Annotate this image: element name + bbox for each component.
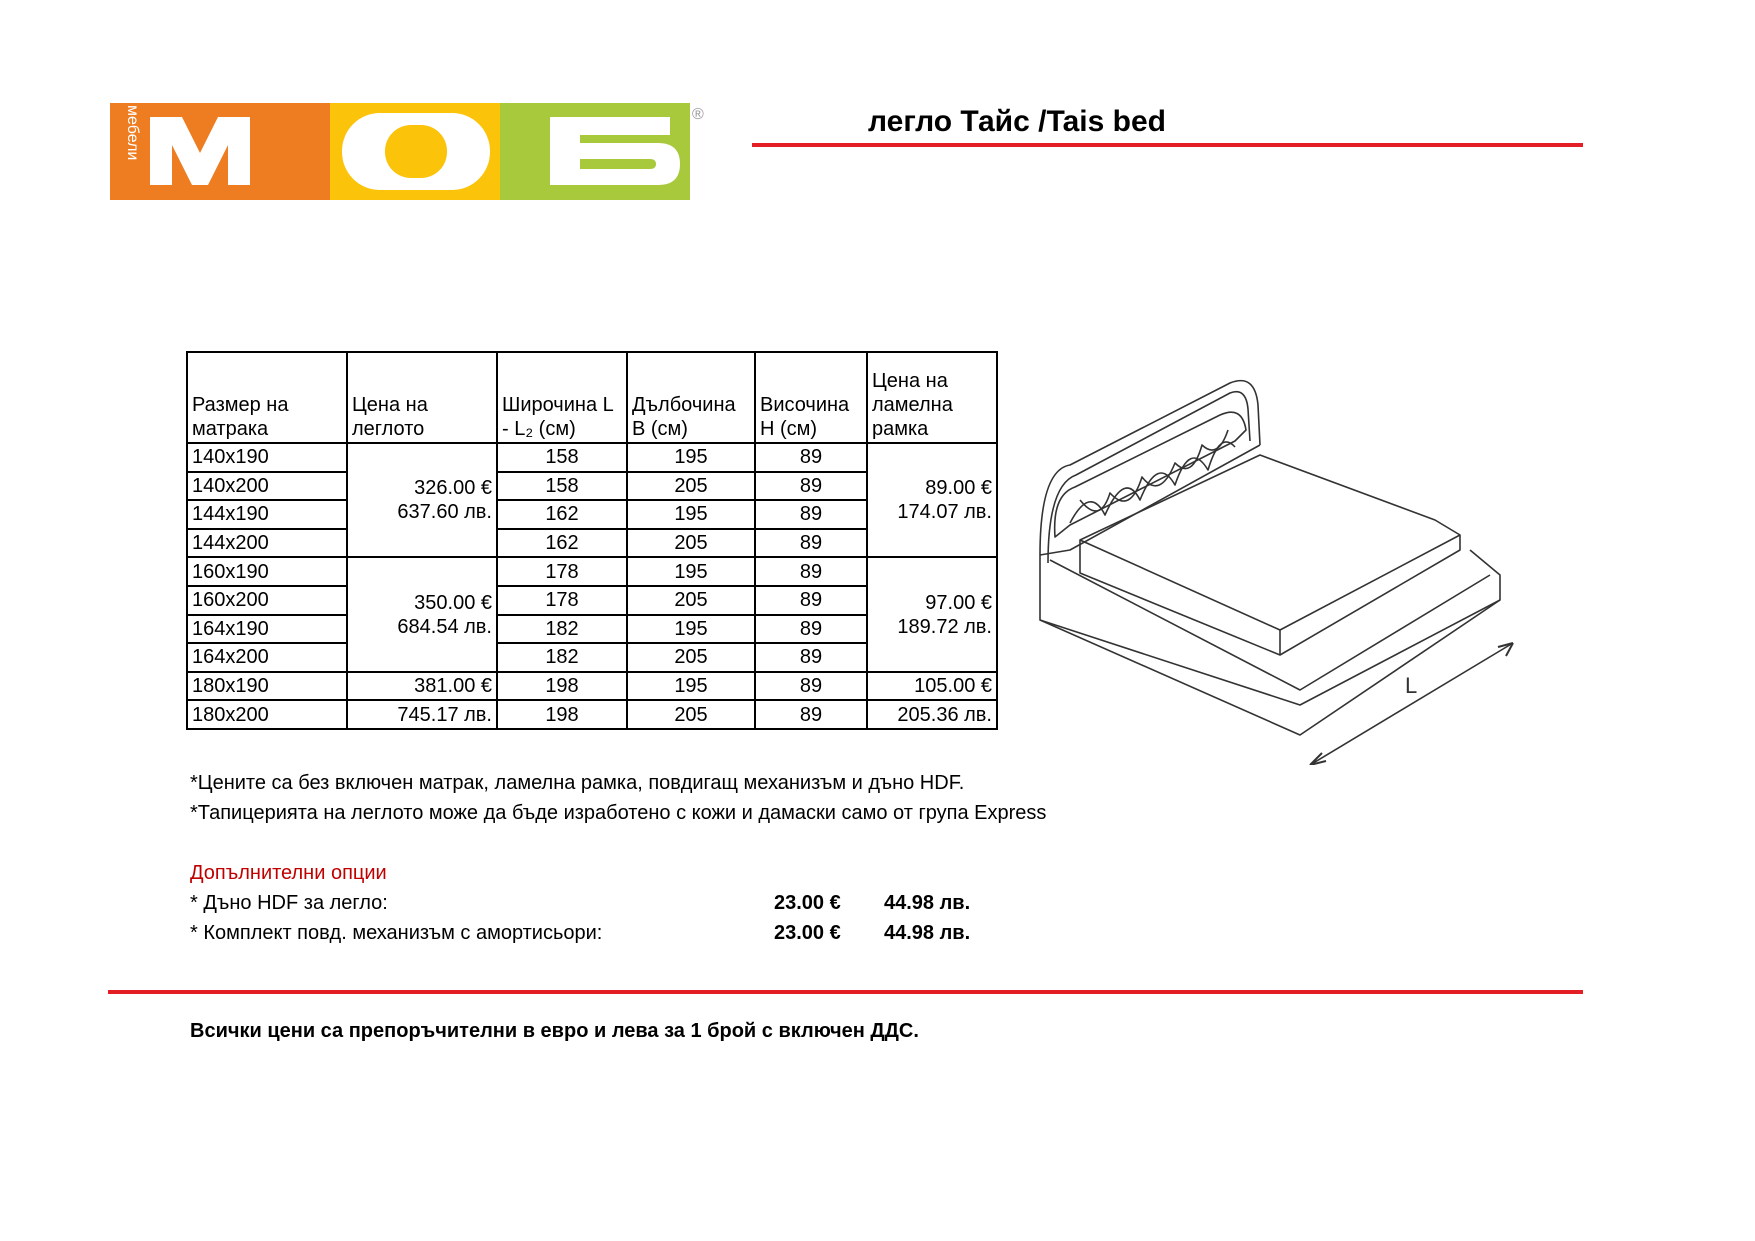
bed-price-group-3-bgn: 745.17 лв. [347, 700, 497, 729]
cell-width: 162 [497, 500, 627, 529]
cell-height: 89 [755, 557, 867, 586]
cell-width: 182 [497, 643, 627, 672]
dimension-label-l: L [1405, 673, 1418, 698]
cell-width: 178 [497, 586, 627, 615]
cell-height: 89 [755, 529, 867, 558]
header-frame: Цена на ламелна рамка [867, 352, 997, 443]
cell-width: 162 [497, 529, 627, 558]
note-1: *Цените са без включен матрак, ламелна рамка, повдигащ механизъм и дъно HDF. [190, 772, 965, 794]
cell-height: 89 [755, 586, 867, 615]
option-label: * Комплект повд. механизъм с амортисьори: [190, 922, 603, 944]
header-size: Размер на матрака [187, 352, 347, 443]
cell-height: 89 [755, 643, 867, 672]
page-title: легло Тайс /Tais bed [868, 105, 1166, 138]
cell-height: 89 [755, 615, 867, 644]
footer-divider [108, 990, 1583, 994]
cell-size: 180x200 [187, 700, 347, 729]
logo-side-text: мебели [124, 105, 141, 161]
cell-size: 180x190 [187, 672, 347, 701]
registered-mark: ® [692, 106, 704, 123]
table-row [187, 672, 997, 701]
cell-size: 144x200 [187, 529, 347, 558]
price-table [186, 351, 998, 730]
cell-depth: 205 [627, 529, 755, 558]
cell-size: 140x200 [187, 472, 347, 501]
options-title: Допълнителни опции [190, 862, 387, 884]
cell-height: 89 [755, 700, 867, 729]
frame-price-group-1: 89.00 € 174.07 лв. [867, 443, 997, 557]
cell-width: 182 [497, 615, 627, 644]
cell-depth: 195 [627, 500, 755, 529]
cell-depth: 195 [627, 615, 755, 644]
mob-logo [110, 103, 690, 200]
cell-height: 89 [755, 672, 867, 701]
option-price-eur: 23.00 € [774, 922, 841, 944]
cell-depth: 205 [627, 472, 755, 501]
cell-depth: 195 [627, 443, 755, 472]
cell-width: 178 [497, 557, 627, 586]
cell-size: 160x200 [187, 586, 347, 615]
header-depth: Дълбочина B (см) [627, 352, 755, 443]
cell-size: 140x190 [187, 443, 347, 472]
cell-depth: 195 [627, 557, 755, 586]
cell-width: 198 [497, 700, 627, 729]
cell-height: 89 [755, 500, 867, 529]
option-price-eur: 23.00 € [774, 892, 841, 914]
bed-price-group-1: 326.00 € 637.60 лв. [347, 443, 497, 557]
table-row [187, 557, 997, 586]
note-2: *Тапицерията на леглото може да бъде изработено с кожи и дамаски само от група Express [190, 802, 1047, 824]
frame-price-group-3-eur: 105.00 € [867, 672, 997, 701]
cell-depth: 205 [627, 700, 755, 729]
cell-size: 160x190 [187, 557, 347, 586]
option-label: * Дъно HDF за легло: [190, 892, 388, 914]
header-height: Височина H (см) [755, 352, 867, 443]
header-width: Широчина L - L₂ (см) [497, 352, 627, 443]
title-underline [752, 143, 1583, 147]
cell-size: 164x200 [187, 643, 347, 672]
cell-size: 144x190 [187, 500, 347, 529]
footer-note: Всички цени са препоръчителни в евро и лева за 1 брой с включен ДДС. [190, 1020, 919, 1042]
bed-drawing [1030, 375, 1530, 765]
header-price: Цена на леглото [347, 352, 497, 443]
cell-height: 89 [755, 443, 867, 472]
frame-price-group-2: 97.00 € 189.72 лв. [867, 557, 997, 671]
table-header-row [187, 352, 997, 443]
table-row [187, 700, 997, 729]
cell-width: 158 [497, 472, 627, 501]
option-price-bgn: 44.98 лв. [884, 922, 971, 944]
cell-depth: 205 [627, 643, 755, 672]
cell-depth: 205 [627, 586, 755, 615]
cell-size: 164x190 [187, 615, 347, 644]
cell-width: 158 [497, 443, 627, 472]
cell-depth: 195 [627, 672, 755, 701]
cell-height: 89 [755, 472, 867, 501]
bed-price-group-2: 350.00 € 684.54 лв. [347, 557, 497, 671]
cell-width: 198 [497, 672, 627, 701]
frame-price-group-3-bgn: 205.36 лв. [867, 700, 997, 729]
table-row [187, 443, 997, 472]
option-price-bgn: 44.98 лв. [884, 892, 971, 914]
bed-price-group-3-eur: 381.00 € [347, 672, 497, 701]
